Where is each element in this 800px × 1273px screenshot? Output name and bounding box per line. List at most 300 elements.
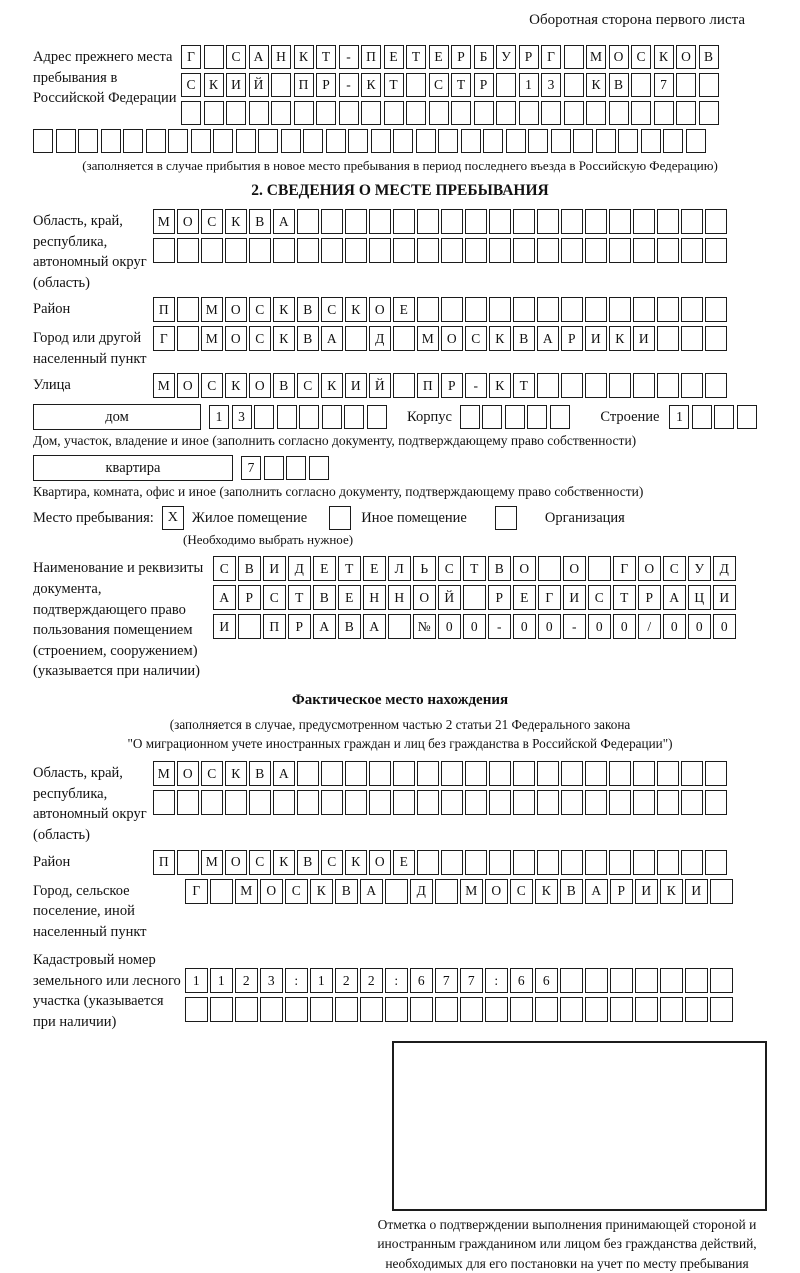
char-cell[interactable]: 3 — [260, 968, 283, 993]
char-cell[interactable] — [681, 850, 703, 875]
char-cell[interactable] — [618, 129, 638, 153]
char-cell[interactable] — [657, 297, 679, 322]
char-cell[interactable]: : — [285, 968, 308, 993]
char-cell[interactable] — [585, 373, 607, 398]
char-cell[interactable] — [485, 997, 508, 1022]
char-cell[interactable]: В — [273, 373, 295, 398]
char-cell[interactable]: С — [201, 209, 223, 234]
char-cell[interactable] — [560, 997, 583, 1022]
char-cell[interactable]: С — [429, 73, 449, 97]
char-cell[interactable] — [660, 968, 683, 993]
char-cell[interactable]: В — [297, 297, 319, 322]
char-cell[interactable]: Р — [474, 73, 494, 97]
char-cell[interactable]: Р — [610, 879, 633, 904]
char-cell[interactable]: С — [213, 556, 236, 581]
char-cell[interactable]: П — [263, 614, 286, 639]
char-cell[interactable] — [699, 101, 719, 125]
char-cell[interactable] — [322, 405, 342, 429]
char-cell[interactable] — [635, 997, 658, 1022]
char-cell[interactable]: Т — [288, 585, 311, 610]
char-cell[interactable] — [435, 997, 458, 1022]
char-cell[interactable] — [460, 997, 483, 1022]
char-cell[interactable]: А — [273, 761, 295, 786]
char-cell[interactable] — [461, 129, 481, 153]
char-cell[interactable] — [78, 129, 98, 153]
char-cell[interactable] — [281, 129, 301, 153]
char-cell[interactable] — [609, 761, 631, 786]
char-cell[interactable]: С — [663, 556, 686, 581]
char-cell[interactable] — [297, 761, 319, 786]
char-cell[interactable]: Р — [488, 585, 511, 610]
char-cell[interactable]: О — [441, 326, 463, 351]
char-cell[interactable]: О — [177, 373, 199, 398]
char-cell[interactable]: И — [585, 326, 607, 351]
char-cell[interactable]: П — [361, 45, 381, 69]
char-cell[interactable] — [369, 209, 391, 234]
char-cell[interactable] — [551, 129, 571, 153]
char-cell[interactable] — [537, 297, 559, 322]
char-cell[interactable] — [177, 850, 199, 875]
char-cell[interactable] — [657, 373, 679, 398]
char-cell[interactable] — [573, 129, 593, 153]
char-cell[interactable] — [681, 373, 703, 398]
char-cell[interactable]: В — [297, 850, 319, 875]
char-cell[interactable] — [345, 326, 367, 351]
char-cell[interactable] — [321, 238, 343, 263]
char-cell[interactable] — [249, 238, 271, 263]
char-cell[interactable] — [633, 209, 655, 234]
char-cell[interactable]: В — [560, 879, 583, 904]
char-cell[interactable]: В — [297, 326, 319, 351]
char-cell[interactable]: К — [321, 373, 343, 398]
char-cell[interactable]: 6 — [535, 968, 558, 993]
char-cell[interactable] — [463, 585, 486, 610]
char-cell[interactable] — [585, 761, 607, 786]
char-cell[interactable] — [441, 297, 463, 322]
char-cell[interactable] — [465, 209, 487, 234]
char-cell[interactable]: 1 — [185, 968, 208, 993]
char-cell[interactable]: Т — [513, 373, 535, 398]
char-cell[interactable] — [153, 238, 175, 263]
char-cell[interactable]: В — [238, 556, 261, 581]
char-cell[interactable] — [123, 129, 143, 153]
char-cell[interactable] — [316, 101, 336, 125]
char-cell[interactable] — [393, 326, 415, 351]
char-cell[interactable]: Г — [538, 585, 561, 610]
char-cell[interactable] — [537, 373, 559, 398]
char-cell[interactable] — [417, 761, 439, 786]
char-cell[interactable]: - — [339, 73, 359, 97]
char-cell[interactable] — [681, 238, 703, 263]
char-cell[interactable]: В — [513, 326, 535, 351]
char-cell[interactable] — [451, 101, 471, 125]
char-cell[interactable] — [204, 45, 224, 69]
char-cell[interactable]: 6 — [410, 968, 433, 993]
char-cell[interactable] — [273, 238, 295, 263]
char-cell[interactable]: Р — [638, 585, 661, 610]
char-cell[interactable] — [417, 297, 439, 322]
char-cell[interactable]: П — [417, 373, 439, 398]
char-cell[interactable]: В — [338, 614, 361, 639]
char-cell[interactable]: К — [654, 45, 674, 69]
char-cell[interactable] — [406, 73, 426, 97]
char-cell[interactable] — [489, 850, 511, 875]
char-cell[interactable] — [474, 101, 494, 125]
char-cell[interactable]: В — [249, 209, 271, 234]
char-cell[interactable] — [438, 129, 458, 153]
char-cell[interactable] — [564, 45, 584, 69]
char-cell[interactable]: А — [321, 326, 343, 351]
char-cell[interactable]: О — [177, 761, 199, 786]
char-cell[interactable] — [585, 238, 607, 263]
char-cell[interactable] — [489, 238, 511, 263]
char-cell[interactable]: 1 — [519, 73, 539, 97]
char-cell[interactable] — [235, 997, 258, 1022]
char-cell[interactable]: К — [225, 761, 247, 786]
char-cell[interactable]: - — [465, 373, 487, 398]
char-cell[interactable]: Е — [363, 556, 386, 581]
char-cell[interactable] — [537, 790, 559, 815]
char-cell[interactable]: Т — [463, 556, 486, 581]
char-cell[interactable] — [177, 238, 199, 263]
char-cell[interactable]: Д — [713, 556, 736, 581]
char-cell[interactable]: М — [586, 45, 606, 69]
char-cell[interactable] — [596, 129, 616, 153]
char-cell[interactable] — [489, 790, 511, 815]
char-cell[interactable] — [101, 129, 121, 153]
char-cell[interactable] — [657, 790, 679, 815]
char-cell[interactable] — [465, 790, 487, 815]
char-cell[interactable]: К — [361, 73, 381, 97]
char-cell[interactable] — [561, 297, 583, 322]
char-cell[interactable] — [585, 850, 607, 875]
char-cell[interactable]: 0 — [713, 614, 736, 639]
char-cell[interactable] — [585, 968, 608, 993]
char-cell[interactable]: К — [294, 45, 314, 69]
char-cell[interactable] — [586, 101, 606, 125]
char-cell[interactable] — [417, 850, 439, 875]
char-cell[interactable] — [610, 968, 633, 993]
char-cell[interactable]: А — [313, 614, 336, 639]
char-cell[interactable]: С — [201, 761, 223, 786]
char-cell[interactable]: Р — [288, 614, 311, 639]
char-cell[interactable] — [513, 790, 535, 815]
char-cell[interactable] — [367, 405, 387, 429]
char-cell[interactable] — [254, 405, 274, 429]
char-cell[interactable]: 6 — [510, 968, 533, 993]
char-cell[interactable] — [321, 761, 343, 786]
char-cell[interactable]: О — [369, 850, 391, 875]
char-cell[interactable]: В — [609, 73, 629, 97]
char-cell[interactable]: С — [297, 373, 319, 398]
char-cell[interactable]: О — [225, 850, 247, 875]
char-cell[interactable] — [146, 129, 166, 153]
char-cell[interactable]: - — [563, 614, 586, 639]
char-cell[interactable] — [705, 209, 727, 234]
char-cell[interactable]: Ц — [688, 585, 711, 610]
char-cell[interactable] — [393, 129, 413, 153]
char-cell[interactable] — [369, 790, 391, 815]
char-cell[interactable]: Е — [338, 585, 361, 610]
char-cell[interactable] — [633, 850, 655, 875]
char-cell[interactable]: Л — [388, 556, 411, 581]
char-cell[interactable] — [482, 405, 502, 429]
char-cell[interactable] — [213, 129, 233, 153]
char-cell[interactable]: С — [438, 556, 461, 581]
char-cell[interactable]: М — [153, 761, 175, 786]
char-cell[interactable] — [393, 373, 415, 398]
char-cell[interactable]: Г — [181, 45, 201, 69]
char-cell[interactable] — [489, 297, 511, 322]
char-cell[interactable]: - — [339, 45, 359, 69]
char-cell[interactable]: О — [676, 45, 696, 69]
char-cell[interactable]: - — [488, 614, 511, 639]
char-cell[interactable]: 1 — [310, 968, 333, 993]
char-cell[interactable] — [513, 297, 535, 322]
char-cell[interactable] — [297, 209, 319, 234]
char-cell[interactable] — [441, 850, 463, 875]
char-cell[interactable] — [705, 238, 727, 263]
char-cell[interactable] — [676, 73, 696, 97]
char-cell[interactable]: А — [213, 585, 236, 610]
char-cell[interactable] — [631, 101, 651, 125]
char-cell[interactable] — [465, 238, 487, 263]
char-cell[interactable]: Д — [288, 556, 311, 581]
char-cell[interactable] — [417, 790, 439, 815]
char-cell[interactable] — [710, 879, 733, 904]
char-cell[interactable] — [699, 73, 719, 97]
char-cell[interactable]: Е — [513, 585, 536, 610]
char-cell[interactable]: А — [537, 326, 559, 351]
char-cell[interactable]: : — [385, 968, 408, 993]
char-cell[interactable] — [585, 297, 607, 322]
char-cell[interactable] — [663, 129, 683, 153]
char-cell[interactable]: 0 — [588, 614, 611, 639]
char-cell[interactable]: А — [249, 45, 269, 69]
char-cell[interactable]: 7 — [460, 968, 483, 993]
char-cell[interactable]: О — [177, 209, 199, 234]
char-cell[interactable] — [631, 73, 651, 97]
char-cell[interactable]: Г — [613, 556, 636, 581]
char-cell[interactable] — [345, 790, 367, 815]
char-cell[interactable]: Ь — [413, 556, 436, 581]
char-cell[interactable]: О — [249, 373, 271, 398]
char-cell[interactable]: И — [213, 614, 236, 639]
char-cell[interactable] — [460, 405, 480, 429]
char-cell[interactable]: Й — [249, 73, 269, 97]
char-cell[interactable]: К — [660, 879, 683, 904]
char-cell[interactable] — [527, 405, 547, 429]
char-cell[interactable] — [210, 879, 233, 904]
char-cell[interactable]: 0 — [688, 614, 711, 639]
char-cell[interactable]: 1 — [209, 405, 229, 429]
char-cell[interactable] — [681, 761, 703, 786]
char-cell[interactable] — [714, 405, 734, 429]
char-cell[interactable]: Р — [238, 585, 261, 610]
char-cell[interactable] — [369, 238, 391, 263]
char-cell[interactable] — [541, 101, 561, 125]
char-cell[interactable] — [225, 238, 247, 263]
char-cell[interactable] — [181, 101, 201, 125]
char-cell[interactable] — [537, 761, 559, 786]
char-cell[interactable] — [489, 761, 511, 786]
char-cell[interactable] — [496, 73, 516, 97]
char-cell[interactable] — [489, 209, 511, 234]
char-cell[interactable]: О — [260, 879, 283, 904]
char-cell[interactable]: Р — [561, 326, 583, 351]
char-cell[interactable]: С — [588, 585, 611, 610]
char-cell[interactable]: С — [321, 297, 343, 322]
char-cell[interactable] — [609, 373, 631, 398]
char-cell[interactable] — [393, 761, 415, 786]
char-cell[interactable]: Н — [363, 585, 386, 610]
char-cell[interactable] — [641, 129, 661, 153]
char-cell[interactable] — [676, 101, 696, 125]
char-cell[interactable] — [258, 129, 278, 153]
char-cell[interactable] — [561, 761, 583, 786]
char-cell[interactable] — [410, 997, 433, 1022]
char-cell[interactable] — [345, 238, 367, 263]
char-cell[interactable] — [371, 129, 391, 153]
char-cell[interactable] — [550, 405, 570, 429]
char-cell[interactable]: И — [685, 879, 708, 904]
char-cell[interactable] — [264, 456, 284, 480]
char-cell[interactable] — [537, 209, 559, 234]
char-cell[interactable]: А — [273, 209, 295, 234]
char-cell[interactable]: 7 — [241, 456, 261, 480]
char-cell[interactable]: Е — [393, 297, 415, 322]
char-cell[interactable]: 2 — [335, 968, 358, 993]
char-cell[interactable] — [633, 373, 655, 398]
char-cell[interactable]: Д — [369, 326, 391, 351]
char-cell[interactable]: К — [273, 297, 295, 322]
char-cell[interactable]: П — [153, 297, 175, 322]
char-cell[interactable] — [705, 326, 727, 351]
char-cell[interactable] — [286, 456, 306, 480]
char-cell[interactable] — [660, 997, 683, 1022]
char-cell[interactable] — [393, 209, 415, 234]
char-cell[interactable] — [686, 129, 706, 153]
char-cell[interactable]: 2 — [360, 968, 383, 993]
char-cell[interactable] — [441, 790, 463, 815]
char-cell[interactable]: М — [153, 209, 175, 234]
char-cell[interactable]: М — [153, 373, 175, 398]
char-cell[interactable] — [273, 790, 295, 815]
char-cell[interactable]: Т — [451, 73, 471, 97]
char-cell[interactable] — [153, 790, 175, 815]
char-cell[interactable] — [271, 101, 291, 125]
char-cell[interactable]: / — [638, 614, 661, 639]
char-cell[interactable]: А — [585, 879, 608, 904]
char-cell[interactable]: С — [631, 45, 651, 69]
char-cell[interactable] — [297, 238, 319, 263]
char-cell[interactable] — [519, 101, 539, 125]
char-cell[interactable]: Б — [474, 45, 494, 69]
char-cell[interactable]: А — [363, 614, 386, 639]
char-cell[interactable] — [528, 129, 548, 153]
char-cell[interactable] — [201, 238, 223, 263]
char-cell[interactable]: И — [713, 585, 736, 610]
char-cell[interactable] — [705, 850, 727, 875]
char-cell[interactable]: О — [513, 556, 536, 581]
char-cell[interactable] — [681, 297, 703, 322]
char-cell[interactable]: : — [485, 968, 508, 993]
char-cell[interactable] — [609, 209, 631, 234]
char-cell[interactable] — [177, 297, 199, 322]
char-cell[interactable]: С — [285, 879, 308, 904]
char-cell[interactable]: Т — [406, 45, 426, 69]
char-cell[interactable]: К — [489, 373, 511, 398]
char-cell[interactable]: И — [635, 879, 658, 904]
char-cell[interactable]: И — [345, 373, 367, 398]
char-cell[interactable]: К — [609, 326, 631, 351]
char-cell[interactable]: 0 — [613, 614, 636, 639]
char-cell[interactable]: О — [225, 297, 247, 322]
char-cell[interactable]: У — [688, 556, 711, 581]
char-cell[interactable] — [360, 997, 383, 1022]
char-cell[interactable] — [610, 997, 633, 1022]
char-cell[interactable] — [705, 373, 727, 398]
char-cell[interactable]: И — [263, 556, 286, 581]
char-cell[interactable]: М — [460, 879, 483, 904]
organizatsiya-checkbox[interactable] — [495, 506, 517, 530]
char-cell[interactable] — [465, 297, 487, 322]
char-cell[interactable] — [561, 790, 583, 815]
char-cell[interactable]: О — [609, 45, 629, 69]
zhiloe-checkbox[interactable]: X — [162, 506, 184, 530]
char-cell[interactable]: А — [663, 585, 686, 610]
char-cell[interactable] — [344, 405, 364, 429]
char-cell[interactable] — [657, 761, 679, 786]
char-cell[interactable] — [681, 209, 703, 234]
char-cell[interactable] — [339, 101, 359, 125]
char-cell[interactable]: 3 — [232, 405, 252, 429]
char-cell[interactable] — [361, 101, 381, 125]
char-cell[interactable]: П — [294, 73, 314, 97]
char-cell[interactable]: 2 — [235, 968, 258, 993]
char-cell[interactable]: О — [413, 585, 436, 610]
char-cell[interactable] — [309, 456, 329, 480]
char-cell[interactable] — [510, 997, 533, 1022]
char-cell[interactable]: Р — [316, 73, 336, 97]
char-cell[interactable] — [369, 761, 391, 786]
char-cell[interactable] — [416, 129, 436, 153]
char-cell[interactable]: С — [226, 45, 246, 69]
char-cell[interactable]: 0 — [463, 614, 486, 639]
char-cell[interactable] — [633, 238, 655, 263]
char-cell[interactable]: М — [201, 297, 223, 322]
char-cell[interactable] — [385, 879, 408, 904]
char-cell[interactable] — [609, 238, 631, 263]
char-cell[interactable]: В — [313, 585, 336, 610]
char-cell[interactable] — [513, 238, 535, 263]
char-cell[interactable]: К — [345, 850, 367, 875]
char-cell[interactable] — [441, 761, 463, 786]
char-cell[interactable] — [609, 101, 629, 125]
char-cell[interactable] — [204, 101, 224, 125]
char-cell[interactable] — [388, 614, 411, 639]
char-cell[interactable]: М — [417, 326, 439, 351]
char-cell[interactable]: О — [563, 556, 586, 581]
char-cell[interactable] — [496, 101, 516, 125]
char-cell[interactable]: 7 — [654, 73, 674, 97]
char-cell[interactable]: С — [249, 326, 271, 351]
char-cell[interactable] — [513, 761, 535, 786]
char-cell[interactable] — [435, 879, 458, 904]
char-cell[interactable] — [585, 209, 607, 234]
char-cell[interactable] — [321, 790, 343, 815]
char-cell[interactable]: М — [235, 879, 258, 904]
